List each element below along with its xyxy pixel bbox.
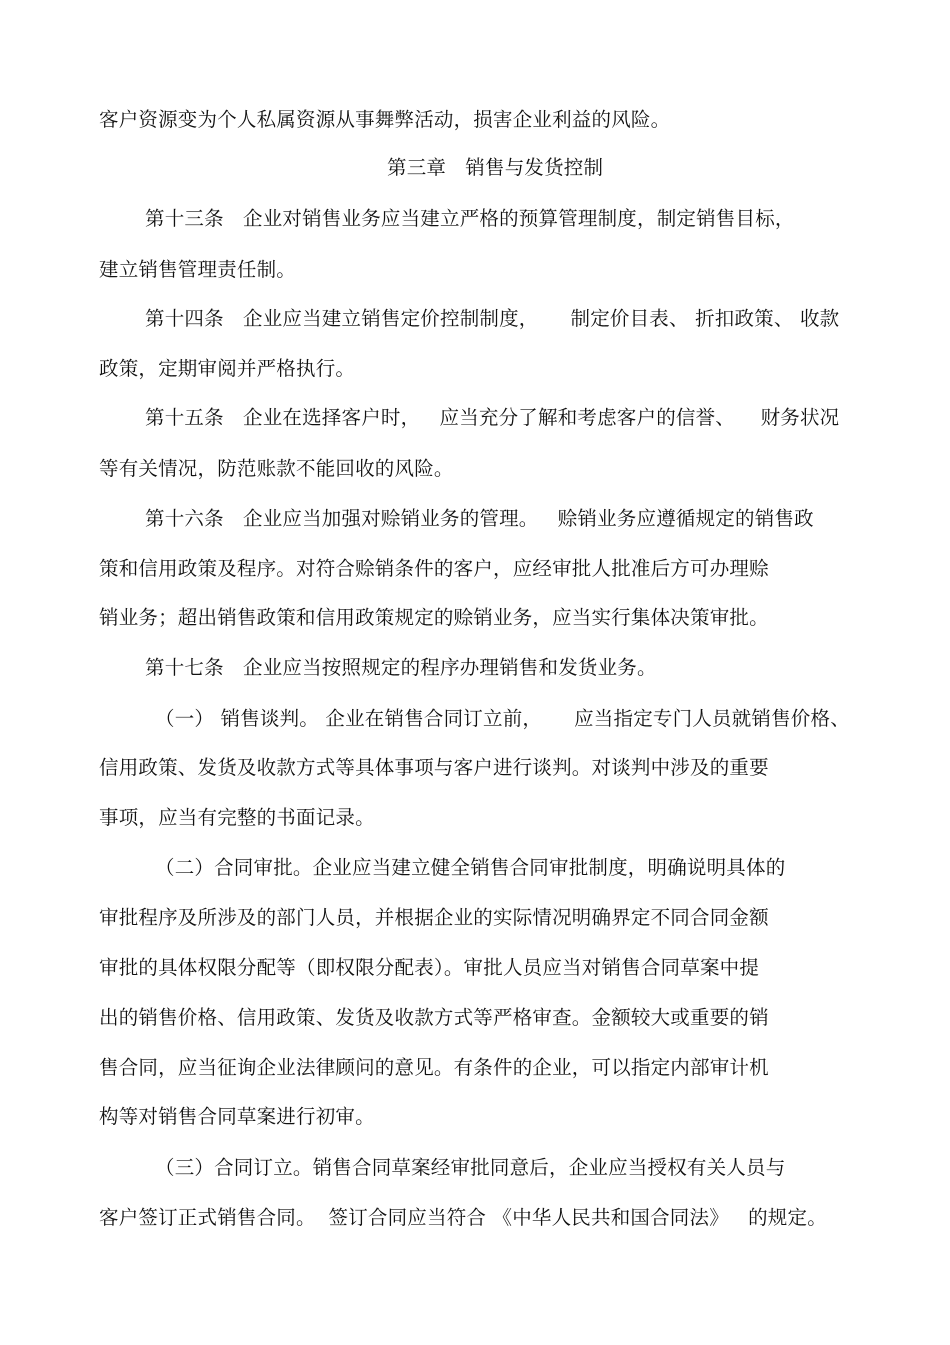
item-2-line-3: 审批的具体权限分配等（即权限分配表）。审批人员应当对销售合同草案中提 (99, 956, 760, 979)
article-14-line-2: 政策，定期审阅并严格执行。 (99, 357, 356, 380)
item-2-line-6: 构等对销售合同草案进行初审。 (99, 1105, 375, 1128)
article-16-line-3: 销业务；超出销售政策和信用政策规定的赊销业务，应当实行集体决策审批。 (99, 606, 769, 629)
item-3-line-2: 客户签订正式销售合同。 签订合同应当符合 《中华人民共和国合同法》 的规定。 (99, 1206, 827, 1229)
article-13-line-1: 第十三条 企业对销售业务应当建立严格的预算管理制度，制定销售目标， (145, 207, 795, 230)
item-1-line-1: （一） 销售谈判。 企业在销售合同订立前， 应当指定专门人员就销售价格、 (155, 707, 850, 730)
item-2-line-1: （二）合同审批。企业应当建立健全销售合同审批制度，明确说明具体的 (155, 856, 786, 879)
item-1-line-2: 信用政策、发货及收款方式等具体事项与客户进行谈判。对谈判中涉及的重要 (99, 756, 769, 779)
article-16-line-2: 策和信用政策及程序。对符合赊销条件的客户，应经审批人批准后方可办理赊 (99, 557, 769, 580)
article-15-line-2: 等有关情况，防范账款不能回收的风险。 (99, 457, 454, 480)
item-2-line-2: 审批程序及所涉及的部门人员，并根据企业的实际情况明确界定不同合同金额 (99, 906, 769, 929)
article-13-line-2: 建立销售管理责任制。 (99, 258, 297, 281)
text-line: 客户资源变为个人私属资源从事舞弊活动，损害企业利益的风险。 (99, 108, 671, 131)
article-14-line-1: 第十四条 企业应当建立销售定价控制制度， 制定价目表、 折扣政策、 收款 (145, 307, 840, 330)
chapter-heading: 第三章 销售与发货控制 (387, 156, 604, 179)
article-16-line-1: 第十六条 企业应当加强对赊销业务的管理。 赊销业务应遵循规定的销售政 (145, 507, 814, 530)
article-17-line-1: 第十七条 企业应当按照规定的程序办理销售和发货业务。 (145, 656, 657, 679)
item-3-line-1: （三）合同订立。销售合同草案经审批同意后，企业应当授权有关人员与 (155, 1156, 786, 1179)
item-2-line-5: 售合同，应当征询企业法律顾问的意见。有条件的企业，可以指定内部审计机 (99, 1056, 769, 1079)
item-1-line-3: 事项，应当有完整的书面记录。 (99, 806, 375, 829)
item-2-line-4: 出的销售价格、信用政策、发货及收款方式等严格审查。金额较大或重要的销 (99, 1006, 769, 1029)
article-15-line-1: 第十五条 企业在选择客户时， 应当充分了解和考虑客户的信誉、 财务状况 (145, 406, 840, 429)
